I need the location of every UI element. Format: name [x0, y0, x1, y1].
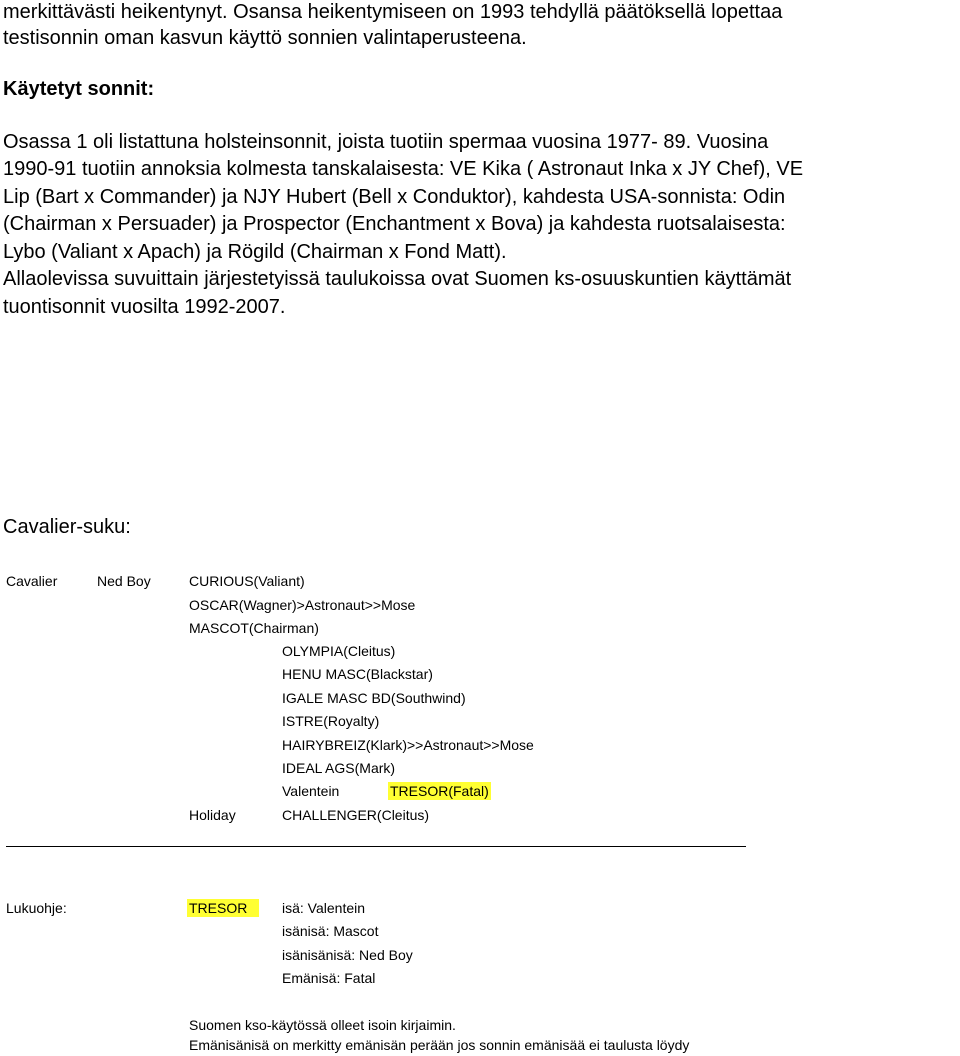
family-col4-item: ISTRE(Royalty) — [282, 713, 380, 729]
used-bulls-line-5: Lybo (Valiant x Apach) ja Rögild (Chairman x Fond Matt). — [3, 241, 507, 263]
family-root-cavalier: Cavalier — [6, 573, 58, 589]
used-bulls-line-7: tuontisonnit vuosilta 1992-2007. — [3, 296, 286, 318]
family-holiday: Holiday — [189, 807, 236, 823]
family-col4-item: IDEAL AGS(Mark) — [282, 760, 396, 776]
used-bulls-heading: Käytetyt sonnit: — [3, 78, 155, 100]
family-valentein: Valentein — [282, 783, 340, 799]
legend-label: Lukuohje: — [6, 900, 67, 916]
family-challenger: CHALLENGER(Cleitus) — [282, 807, 430, 823]
family-tresor-highlight: TRESOR(Fatal) — [390, 783, 489, 799]
family-heading: Cavalier-suku: — [3, 516, 131, 538]
legend-bull-highlight: TRESOR — [187, 899, 259, 917]
used-bulls-line-1: Osassa 1 oli listattuna holsteinsonnit, joista tuotiin spermaa vuosina 1977- 89. Vuosina — [3, 131, 769, 153]
intro-line-1: merkittävästi heikentynyt. Osansa heikentymiseen on 1993 tehdyllä päätöksellä lopettaa — [3, 1, 783, 23]
used-bulls-line-3: Lip (Bart x Commander) ja NJY Hubert (Bell x Conduktor), kahdesta USA-sonnista: Odin — [3, 186, 786, 208]
note-line: Suomen kso-käytössä olleet isoin kirjaimin. — [189, 1017, 456, 1033]
used-bulls-line-2: 1990-91 tuotiin annoksia kolmesta tanskalaisesta: VE Kika ( Astronaut Inka x JY Chef), VE — [3, 158, 804, 180]
intro-line-2: testisonnin oman kasvun käyttö sonnien valintaperusteena. — [3, 27, 527, 49]
family-col3-item: CURIOUS(Valiant) — [189, 573, 305, 589]
family-col4-item: IGALE MASC BD(Southwind) — [282, 690, 466, 706]
legend-line: isänisänisä: Ned Boy — [282, 947, 413, 963]
legend-line: isänisä: Mascot — [282, 923, 379, 939]
divider-line — [6, 846, 746, 847]
used-bulls-line-6: Allaolevissa suvuittain järjestetyissä taulukoissa ovat Suomen ks-osuuskuntien käyttämät — [3, 268, 792, 290]
legend-line: isä: Valentein — [282, 900, 366, 916]
family-col3-item: MASCOT(Chairman) — [189, 620, 319, 636]
legend-line: Emänisä: Fatal — [282, 970, 376, 986]
family-col4-item: HENU MASC(Blackstar) — [282, 666, 433, 682]
note-line: Emänisänisä on merkitty emänisän perään jos sonnin emänisää ei taulusta löydy — [189, 1037, 690, 1053]
family-col4-item: OLYMPIA(Cleitus) — [282, 643, 396, 659]
family-son-ned-boy: Ned Boy — [97, 573, 151, 589]
family-col3-item: OSCAR(Wagner)>Astronaut>>Mose — [189, 597, 416, 613]
used-bulls-line-4: (Chairman x Persuader) ja Prospector (Enchantment x Bova) ja kahdesta ruotsalaisesta: — [3, 213, 786, 235]
family-col4-item: HAIRYBREIZ(Klark)>>Astronaut>>Mose — [282, 737, 534, 753]
